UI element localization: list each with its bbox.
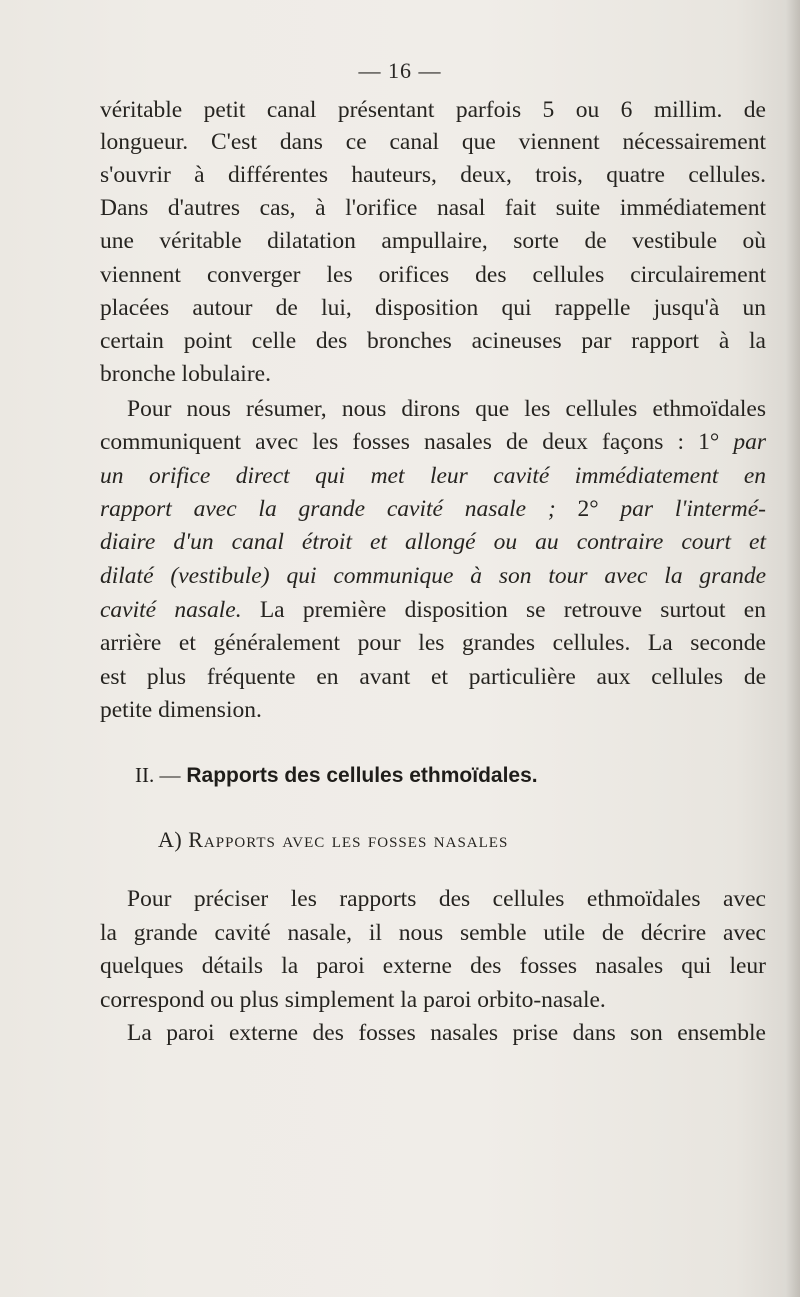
text-line: certain point celle des bronches acineuses par rapport à la	[100, 328, 766, 354]
text-line: s'ouvrir à différentes hauteurs, deux, trois, quatre cellules.	[100, 162, 766, 188]
italic-span: (vestibule)	[170, 563, 270, 589]
italic-span: par l'intermé-	[620, 496, 766, 522]
text-line: est plus fréquente en avant et particulière aux cellules de	[100, 664, 766, 690]
italic-span: rapport avec la grande cavité nasale ;	[100, 496, 556, 522]
text-line: correspond ou plus simplement la paroi orbito-nasale.	[100, 987, 606, 1013]
text-line: Pour préciser les rapports des cellules ethmoïdales avec	[127, 886, 766, 912]
italic-span: cavité nasale.	[100, 597, 242, 623]
italic-span: qui communique à son tour avec la grande	[286, 563, 767, 589]
italic-span: dilaté	[100, 563, 154, 589]
page-number: — 16 —	[358, 58, 442, 83]
section-title: Rapports des cellules ethmoïdales.	[186, 764, 538, 787]
subsection-heading	[158, 825, 508, 855]
page-edge-shadow	[786, 0, 800, 1297]
text-line: La paroi externe des fosses nasales prise dans son ensemble	[127, 1020, 766, 1046]
text-line: Pour nous résumer, nous dirons que les cellules ethmoïdales	[127, 396, 766, 422]
text-span: 2°	[577, 496, 599, 522]
text-line: arrière et généralement pour les grandes cellules. La seconde	[100, 630, 766, 656]
subsection-letter: A)	[158, 827, 183, 852]
italic-span: par	[733, 429, 767, 455]
text-line: une véritable dilatation ampullaire, sorte de vestibule où	[100, 228, 766, 254]
text-line	[100, 595, 766, 625]
text-line: viennent converger les orifices des cellules circulairement	[100, 262, 766, 288]
text-line: longueur. C'est dans ce canal que viennent nécessairement	[100, 129, 766, 155]
text-span: communiquent avec les fosses nasales de deux façons : 1°	[100, 429, 720, 455]
text-line: quelques détails la paroi externe des fosses nasales qui leur	[100, 953, 766, 979]
text-line: diaire d'un canal étroit et allongé ou au contraire court et	[100, 529, 766, 555]
text-line: véritable petit canal présentant parfois 5 ou 6 millim. de	[100, 97, 766, 123]
text-line: petite dimension.	[100, 697, 262, 723]
text-line: la grande cavité nasale, il nous semble utile de décrire avec	[100, 920, 766, 946]
text-span: La première disposition se retrouve surtout en	[259, 597, 766, 623]
section-number: II. —	[135, 763, 181, 787]
section-heading	[135, 760, 538, 791]
text-line: placées autour de lui, disposition qui rappelle jusqu'à un	[100, 295, 766, 321]
text-line	[100, 427, 766, 457]
text-line	[100, 561, 766, 591]
text-line: un orifice direct qui met leur cavité immédiatement en	[100, 463, 766, 489]
text-line: bronche lobulaire.	[100, 361, 271, 387]
subsection-title: Rapports avec les fosses nasales	[188, 827, 509, 852]
text-line: Dans d'autres cas, à l'orifice nasal fait suite immédiatement	[100, 195, 766, 221]
text-line	[100, 494, 766, 524]
